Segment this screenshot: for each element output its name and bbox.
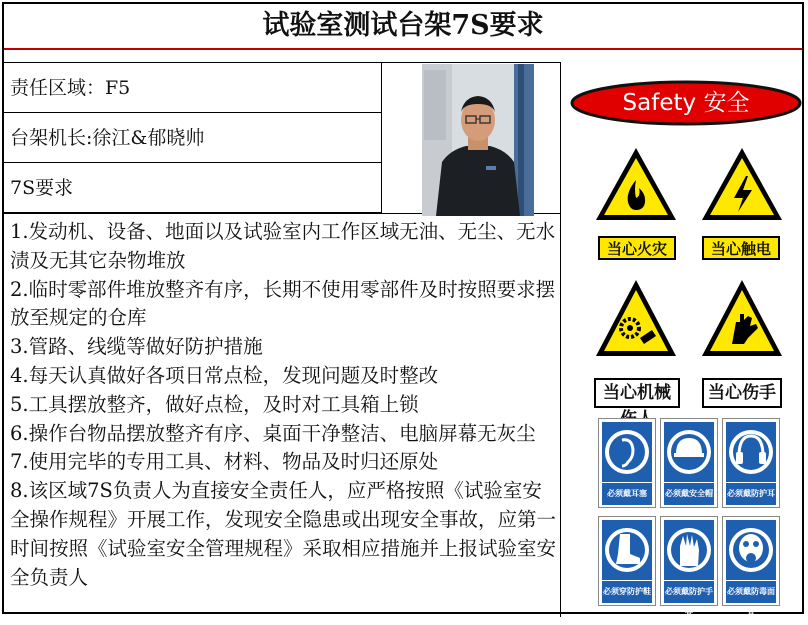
mandatory-label: 必须戴安全帽 — [664, 483, 714, 505]
list-item: 3.管路、线缆等做好防护措施 — [10, 335, 263, 359]
hand-injury-icon — [700, 278, 784, 362]
safety-badge-en: Safety — [622, 90, 697, 116]
sheet — [2, 2, 804, 618]
list-item: 7.使用完毕的专用工具、材料、物品及时归还原处 — [10, 450, 439, 474]
mandatory-sign — [722, 516, 780, 618]
electric-shock-icon — [700, 146, 784, 226]
gear-hand-icon — [594, 278, 678, 362]
list-item: 2.临时零部件堆放整齐有序，长期不使用零部件及时按照要求摆放至规定的仓库 — [10, 277, 556, 330]
mandatory-sign — [598, 516, 656, 606]
mandatory-sign — [598, 418, 656, 508]
glove-icon — [664, 520, 714, 580]
mandatory-label: 必须穿防护鞋 — [602, 581, 652, 603]
mandatory-sign — [660, 516, 718, 618]
list-item: 6.操作台物品摆放整齐有序、桌面干净整洁、电脑屏幕无灰尘 — [10, 421, 536, 445]
warning-label: 当心触电 — [702, 236, 780, 260]
safety-badge — [570, 80, 802, 126]
area-cell: 责任区域：F5 — [4, 63, 382, 113]
section-cell: 7S要求 — [4, 163, 382, 213]
mandatory-label: 必须戴防毒面具 — [726, 581, 776, 603]
boot-icon — [602, 520, 652, 580]
warning-label: 当心伤手 — [702, 378, 782, 408]
fire-icon — [594, 146, 678, 226]
page-title: 试验室测试台架7S要求 — [262, 10, 544, 41]
mandatory-sign — [722, 418, 780, 508]
warning-label: 当心火灾 — [598, 236, 676, 260]
ear-icon — [602, 422, 652, 482]
earmuff-icon — [726, 422, 776, 482]
gas-mask-icon — [726, 520, 776, 580]
requirements-list — [10, 218, 558, 592]
mandatory-sign — [660, 418, 718, 508]
mandatory-label: 必须戴耳塞 — [602, 483, 652, 505]
owner-photo — [422, 64, 534, 216]
warning-label: 当心机械 — [594, 378, 680, 408]
list-item: 4.每天认真做好各项日常点检，发现问题及时整改 — [10, 363, 439, 387]
list-item: 5.工具摆放整齐，做好点检，及时对工具箱上锁 — [10, 392, 419, 416]
safety-badge-zh: 安全 — [703, 90, 750, 116]
safety-badge-text — [570, 80, 802, 126]
helmet-icon — [664, 422, 714, 482]
mandatory-label: 必须戴防护手套 — [664, 581, 714, 603]
owner-cell: 台架机长:徐江&郁晓帅 — [4, 113, 382, 163]
list-item: 1.发动机、设备、地面以及试验室内工作区域无油、无尘、无水渍及无其它杂物堆放 — [10, 220, 556, 272]
safety-signs-panel — [562, 66, 806, 618]
title-divider — [4, 48, 802, 50]
mandatory-label: 必须戴防护耳 — [726, 483, 776, 505]
list-item: 8.该区域7S负责人为直接安全责任人，应严格按照《试验室安全操作规程》开展工作，发现安全隐患或出现安全事故，应第一时间按照《试验室安全管理规程》采取相应措施并上报试验室安全负责人 — [10, 479, 557, 589]
